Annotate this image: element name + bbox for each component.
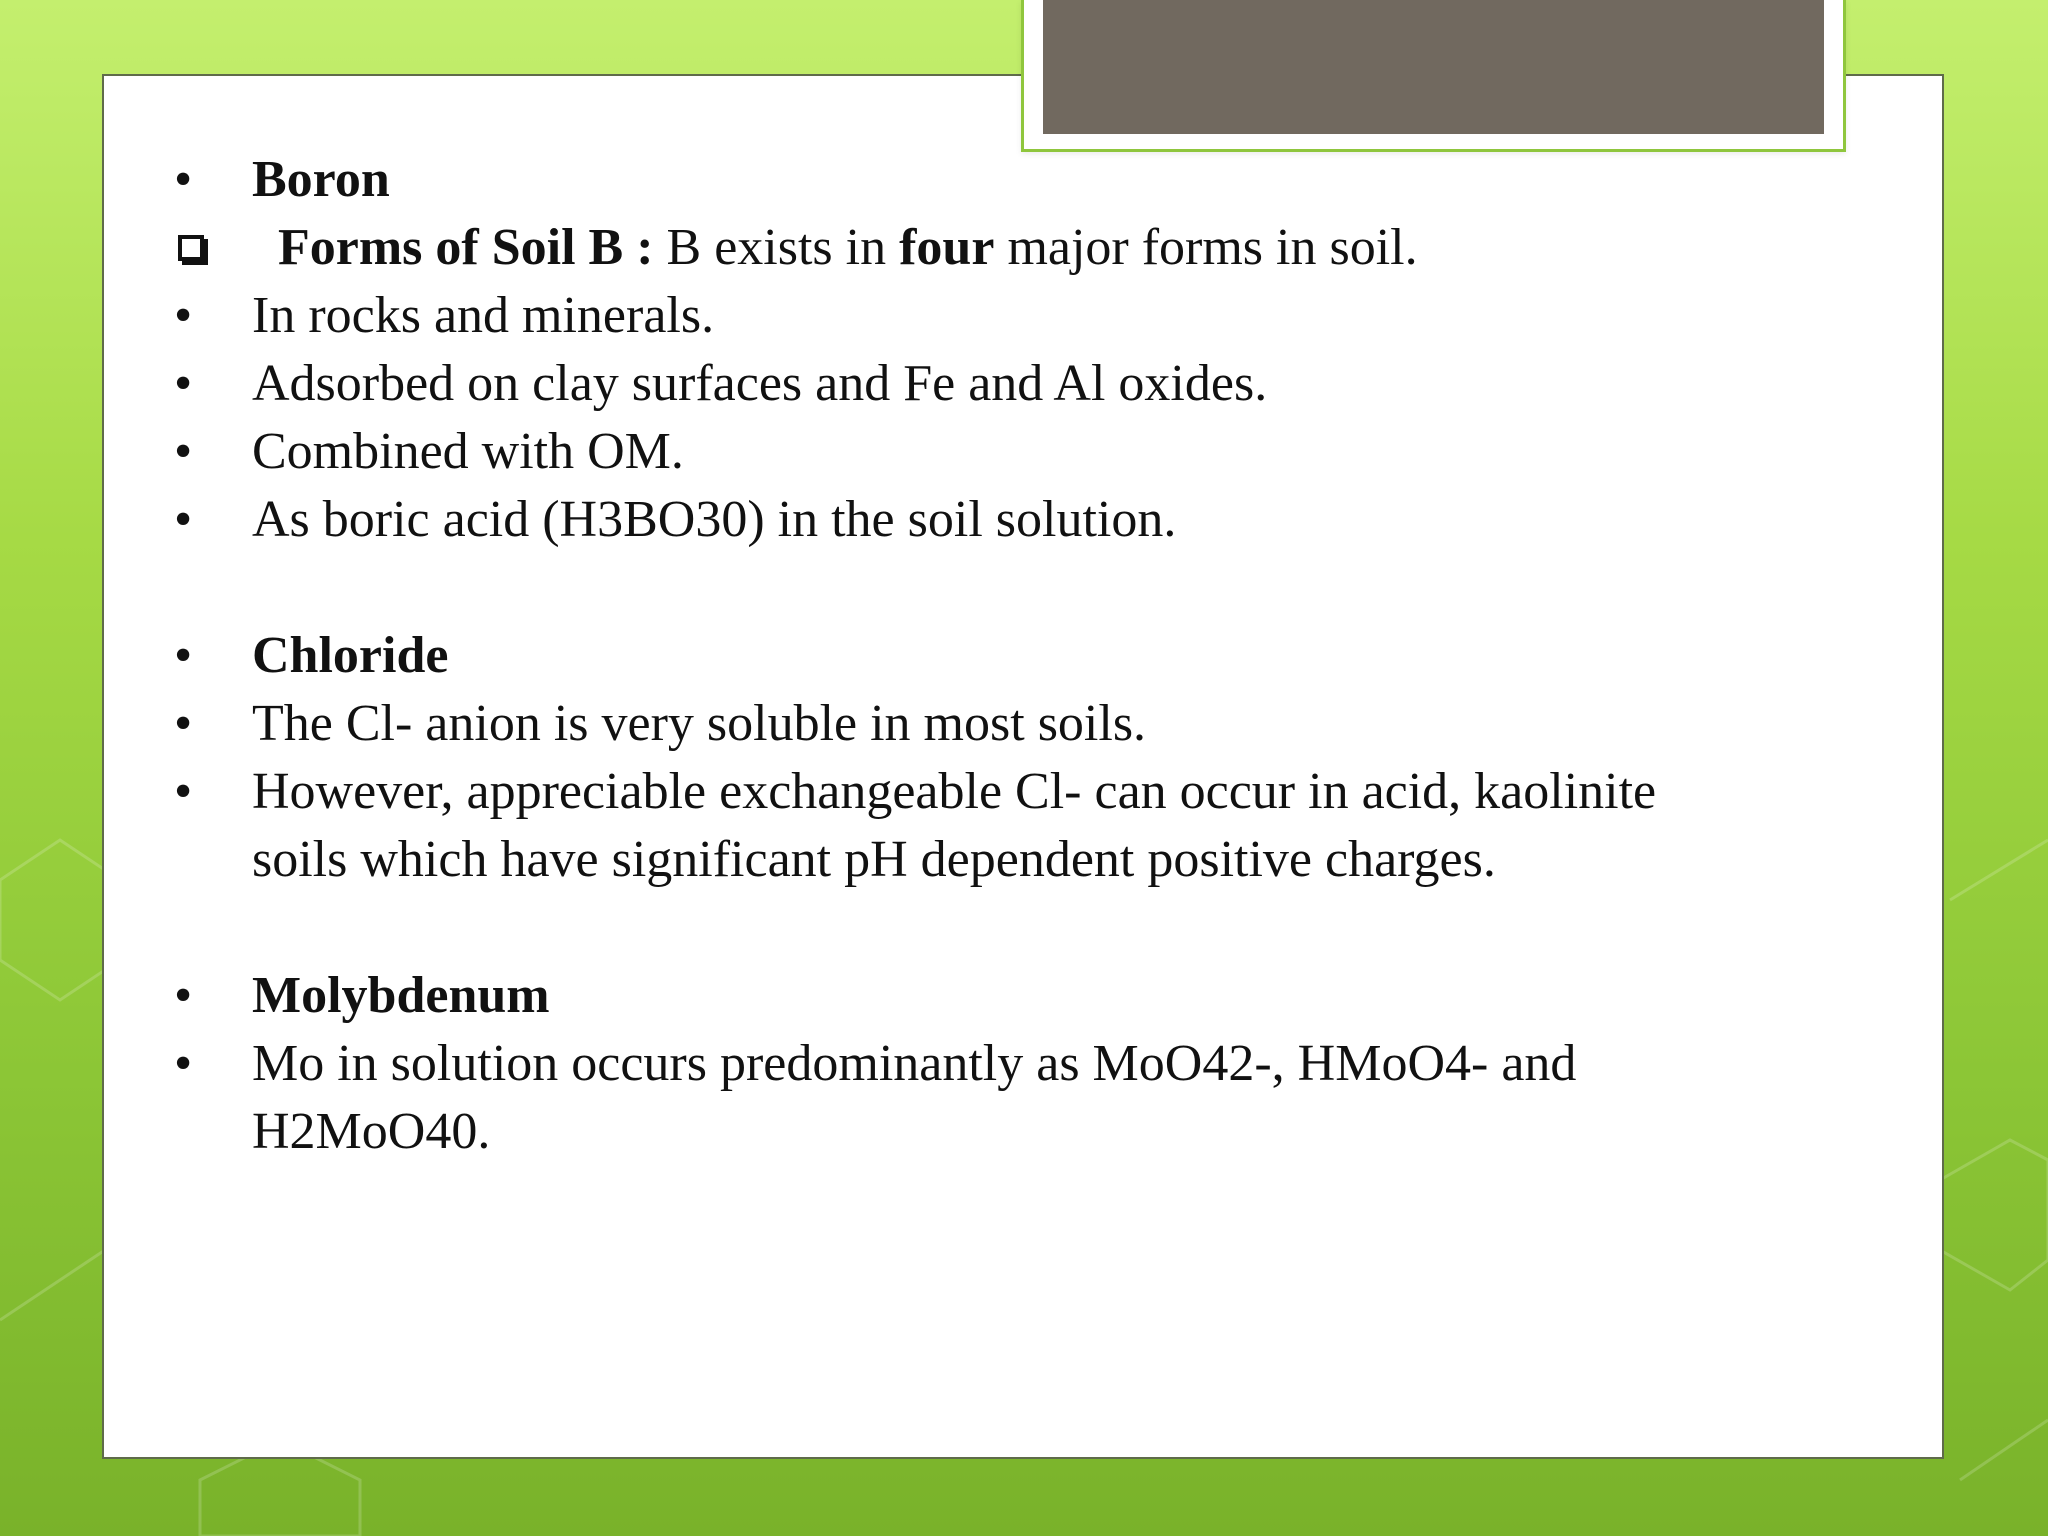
title-placeholder <box>1021 0 1846 152</box>
list-item <box>172 282 1872 350</box>
bullet: • <box>174 491 193 548</box>
boron-item-text: As boric acid (H3BO30) in the soil solution. <box>252 491 1177 548</box>
bullet: • <box>174 695 193 752</box>
bullet: • <box>174 287 193 344</box>
list-item <box>172 1030 1872 1098</box>
forms-label: Forms of Soil B : <box>278 219 654 276</box>
list-item <box>172 758 1872 826</box>
boron-item-text: Combined with OM. <box>252 423 684 480</box>
list-item <box>172 350 1872 418</box>
boron-heading-line <box>172 146 1872 214</box>
bullet: • <box>174 423 193 480</box>
chloride-item-text: soils which have significant pH dependent positive charges. <box>252 831 1496 888</box>
molybdenum-item-text: Mo in solution occurs predominantly as MoO42-, HMoO4- and <box>252 1035 1577 1092</box>
boron-heading: Boron <box>252 151 390 208</box>
list-item-continuation <box>172 1098 1872 1166</box>
forms-bold: four <box>899 219 995 276</box>
boron-item-text: In rocks and minerals. <box>252 287 715 344</box>
spacer <box>172 894 1872 962</box>
boron-item-text: Adsorbed on clay surfaces and Fe and Al oxides. <box>252 355 1268 412</box>
bullet: • <box>174 1035 193 1092</box>
boron-forms-line <box>172 214 1872 282</box>
forms-text-2: major forms in soil. <box>994 219 1418 276</box>
list-item <box>172 690 1872 758</box>
bullet: • <box>174 763 193 820</box>
spacer <box>172 554 1872 622</box>
title-placeholder-fill <box>1043 0 1824 134</box>
list-item <box>172 418 1872 486</box>
checkbox-bullet-icon <box>178 235 204 261</box>
molybdenum-item-text: H2MoO40. <box>252 1103 491 1160</box>
chloride-item-text: However, appreciable exchangeable Cl- can occur in acid, kaolinite <box>252 763 1657 820</box>
molybdenum-heading: Molybdenum <box>252 967 550 1024</box>
chloride-item-text: The Cl- anion is very soluble in most soils. <box>252 695 1147 752</box>
slide-content <box>172 146 1872 1166</box>
molybdenum-heading-line <box>172 962 1872 1030</box>
chloride-heading-line <box>172 622 1872 690</box>
bullet: • <box>174 151 193 208</box>
bullet: • <box>174 627 193 684</box>
list-item-continuation <box>172 826 1872 894</box>
forms-text-1: B exists in <box>653 219 900 276</box>
list-item <box>172 486 1872 554</box>
bullet: • <box>174 967 193 1024</box>
bullet: • <box>174 355 193 412</box>
chloride-heading: Chloride <box>252 627 449 684</box>
